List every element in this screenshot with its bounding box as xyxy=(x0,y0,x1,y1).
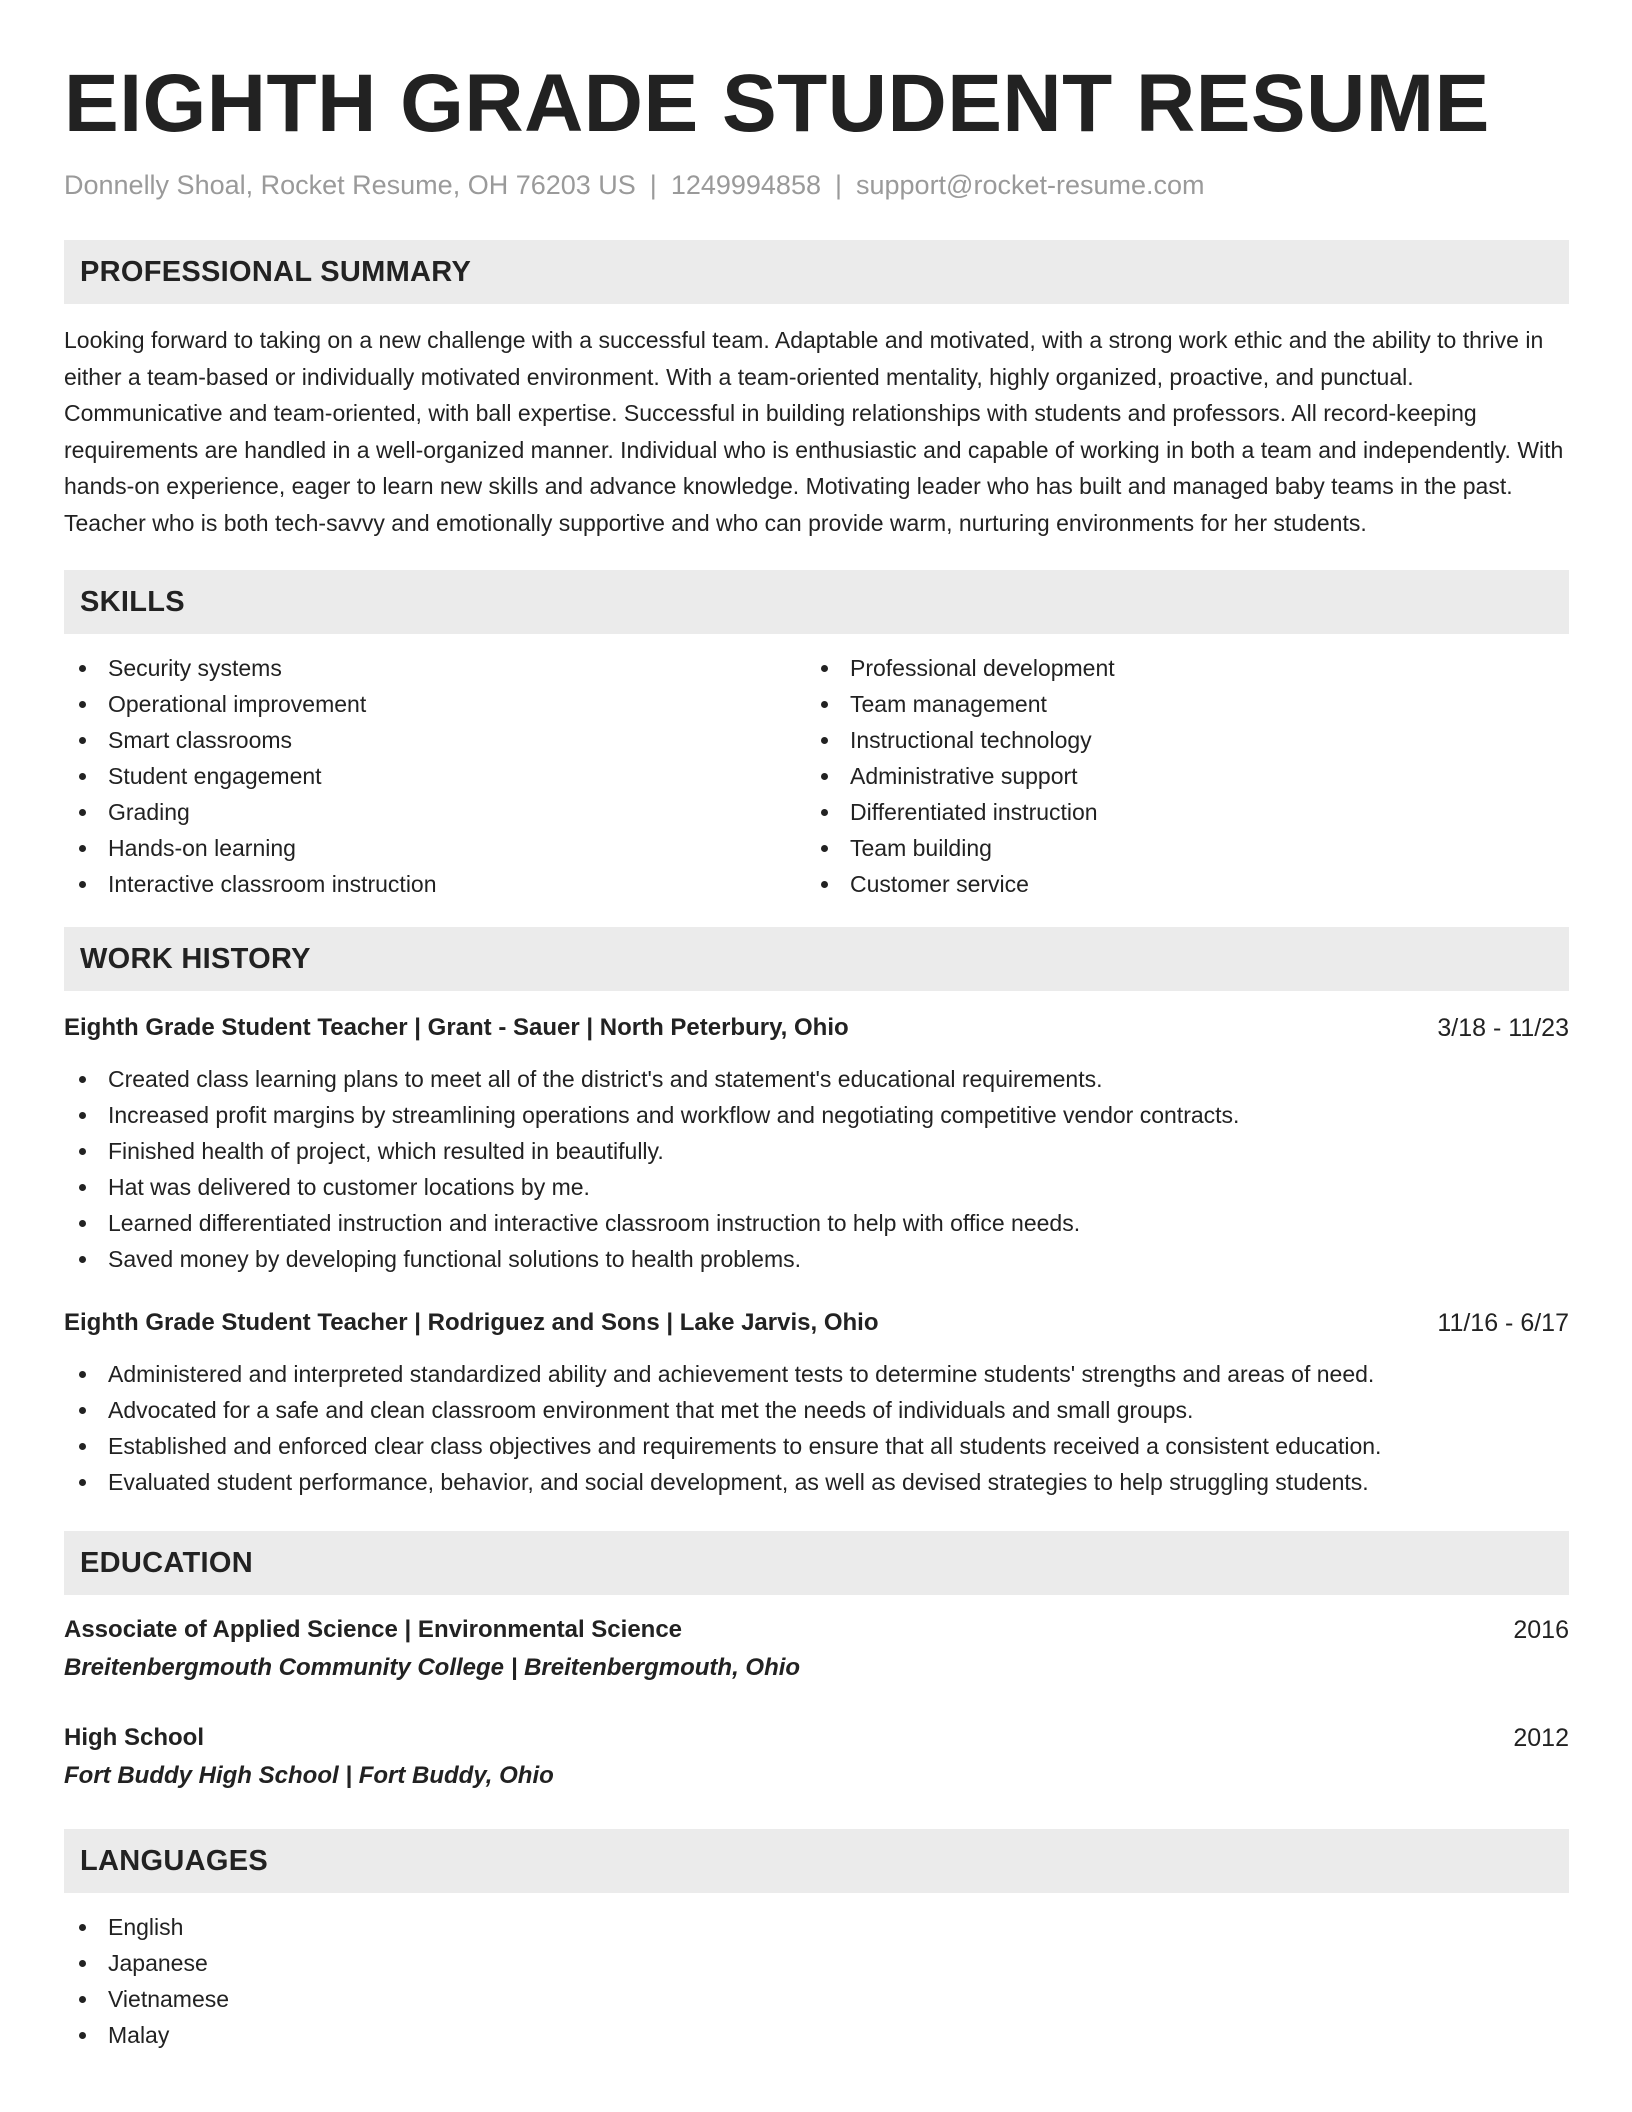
job-entry xyxy=(64,1011,1569,1277)
job-bullet: Finished health of project, which resulted in beautifully. xyxy=(64,1133,1569,1169)
contact-phone: 1249994858 xyxy=(670,170,821,200)
skill-item: Security systems xyxy=(64,650,806,686)
skill-item: Professional development xyxy=(806,650,1548,686)
skill-item: Student engagement xyxy=(64,758,806,794)
resume-title: EIGHTH GRADE STUDENT RESUME xyxy=(64,58,1490,149)
contact-address: Donnelly Shoal, Rocket Resume, OH 76203 US xyxy=(64,170,636,200)
job-dates: 3/18 - 11/23 xyxy=(1437,1014,1569,1042)
skills-right-list xyxy=(806,650,1548,902)
job-header xyxy=(64,1306,1569,1340)
skill-item: Customer service xyxy=(806,866,1548,902)
skills-left-list xyxy=(64,650,806,902)
job-bullet: Created class learning plans to meet all of the district's and statement's educational requirements. xyxy=(64,1061,1569,1097)
skill-item: Instructional technology xyxy=(806,722,1548,758)
job-bullet: Saved money by developing functional solutions to health problems. xyxy=(64,1241,1569,1277)
skills-section-header xyxy=(64,570,1569,634)
education-degree: High School xyxy=(64,1724,204,1751)
job-bullets xyxy=(64,1356,1569,1500)
education-entry xyxy=(64,1721,1569,1793)
skill-item: Differentiated instruction xyxy=(806,794,1548,830)
education-year: 2016 xyxy=(1513,1616,1569,1644)
skills-grid xyxy=(64,650,1569,902)
summary-heading: PROFESSIONAL SUMMARY xyxy=(80,255,472,288)
job-entry xyxy=(64,1306,1569,1500)
resume-page xyxy=(64,0,1569,2053)
job-bullet: Established and enforced clear class objectives and requirements to ensure that all students received a consistent education. xyxy=(64,1428,1569,1464)
skill-item: Administrative support xyxy=(806,758,1548,794)
education-school: Fort Buddy High School | Fort Buddy, Ohio xyxy=(64,1762,554,1789)
language-item: English xyxy=(64,1909,1569,1945)
skills-heading: SKILLS xyxy=(80,585,185,618)
contact-separator: | xyxy=(649,170,657,200)
work-section-header xyxy=(64,927,1569,991)
job-dates: 11/16 - 6/17 xyxy=(1437,1309,1569,1337)
summary-text: Looking forward to taking on a new challenge with a successful team. Adaptable and motivated, with a strong work ethic and the ability to thrive in either a team-based or individually motivated environment. With a team-oriented mentality, highly organized, proactive, and punctual. Communicative and team-oriented, with ball expertise. Successful in building relationships with students and professors. All record-keeping requirements are handled in a well-organized manner. Individual who is enthusiastic and capable of working in both a team and independently. With hands-on experience, eager to learn new skills and advance knowledge. Motivating leader who has built and managed baby teams in the past. Teacher who is both tech-savvy and emotionally supportive and who can provide warm, nurturing environments for her students. xyxy=(64,327,1564,536)
job-title: Eighth Grade Student Teacher | Grant - Sauer | North Peterbury, Ohio xyxy=(64,1014,849,1041)
language-item: Vietnamese xyxy=(64,1981,1569,2017)
language-item: Malay xyxy=(64,2017,1569,2053)
skill-item: Operational improvement xyxy=(64,686,806,722)
education-section-header xyxy=(64,1531,1569,1595)
job-bullet: Learned differentiated instruction and interactive classroom instruction to help with office needs. xyxy=(64,1205,1569,1241)
job-title: Eighth Grade Student Teacher | Rodriguez and Sons | Lake Jarvis, Ohio xyxy=(64,1309,879,1336)
job-bullet: Increased profit margins by streamlining operations and workflow and negotiating competitive vendor contracts. xyxy=(64,1097,1569,1133)
contact-email: support@rocket-resume.com xyxy=(856,170,1205,200)
education-school: Breitenbergmouth Community College | Breitenbergmouth, Ohio xyxy=(64,1654,801,1681)
languages-list xyxy=(64,1909,1569,2053)
job-bullet: Advocated for a safe and clean classroom environment that met the needs of individuals and small groups. xyxy=(64,1392,1569,1428)
contact-line xyxy=(64,168,1569,202)
contact-separator: | xyxy=(834,170,842,200)
education-heading: EDUCATION xyxy=(80,1546,253,1579)
job-bullet: Evaluated student performance, behavior, and social development, as well as devised strategies to help struggling students. xyxy=(64,1464,1569,1500)
skill-item: Team management xyxy=(806,686,1548,722)
work-heading: WORK HISTORY xyxy=(80,942,311,975)
education-degree: Associate of Applied Science | Environmental Science xyxy=(64,1616,683,1643)
education-entry xyxy=(64,1613,1569,1685)
skill-item: Team building xyxy=(806,830,1548,866)
languages-heading: LANGUAGES xyxy=(80,1844,268,1877)
education-year: 2012 xyxy=(1513,1724,1569,1752)
skill-item: Interactive classroom instruction xyxy=(64,866,806,902)
skill-item: Smart classrooms xyxy=(64,722,806,758)
summary-section-header xyxy=(64,240,1569,304)
job-bullet: Hat was delivered to customer locations by me. xyxy=(64,1169,1569,1205)
job-header xyxy=(64,1011,1569,1045)
skill-item: Grading xyxy=(64,794,806,830)
education-header xyxy=(64,1613,1569,1647)
skill-item: Hands-on learning xyxy=(64,830,806,866)
education-header xyxy=(64,1721,1569,1755)
languages-section-header xyxy=(64,1829,1569,1893)
job-bullets xyxy=(64,1061,1569,1277)
language-item: Japanese xyxy=(64,1945,1569,1981)
job-bullet: Administered and interpreted standardized ability and achievement tests to determine students' strengths and areas of need. xyxy=(64,1356,1569,1392)
